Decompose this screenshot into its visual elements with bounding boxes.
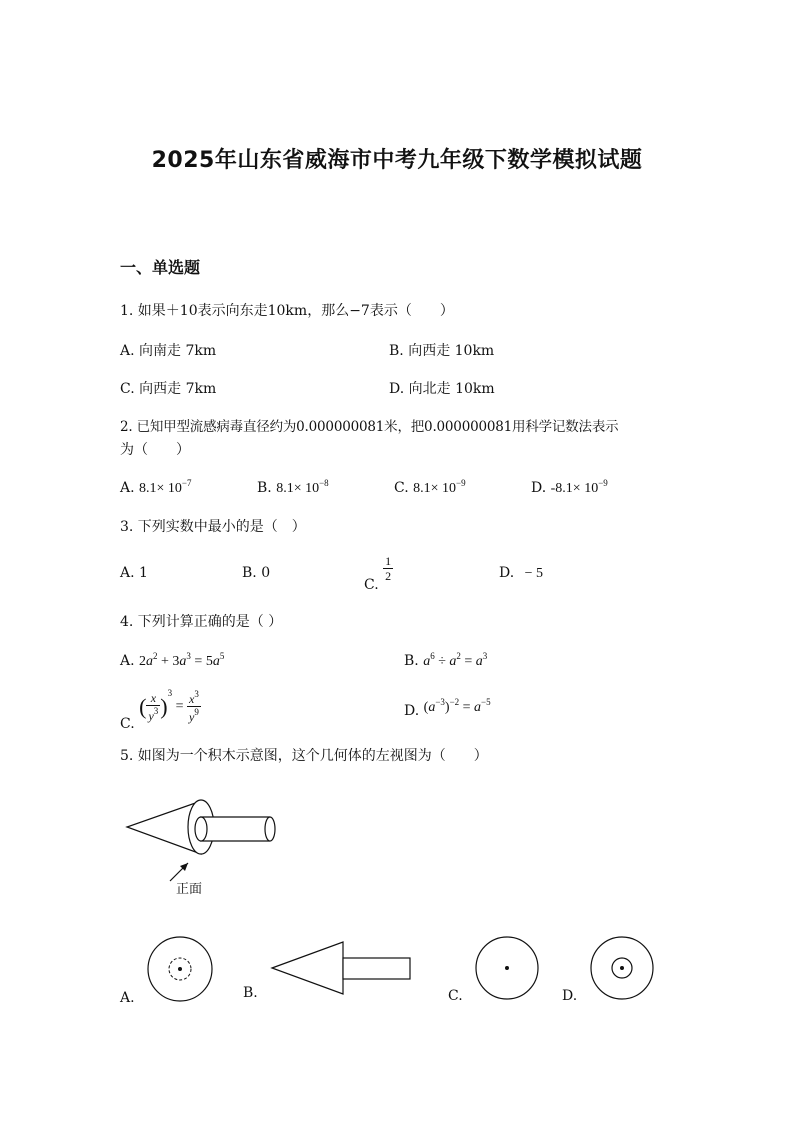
option-label: A. xyxy=(120,653,135,669)
question-1-stem: 1. 如果＋10表示向东走10km，那么−7表示（ ） xyxy=(120,303,454,319)
question-4-option-a[interactable] xyxy=(120,651,224,670)
question-2-option-c[interactable] xyxy=(394,478,466,497)
fraction-numerator: 1 xyxy=(385,554,392,568)
option-label: D. xyxy=(499,565,515,581)
option-b-figure[interactable] xyxy=(270,940,415,996)
question-5-option-a-label[interactable]: A. xyxy=(120,990,135,1006)
question-5-option-b-label[interactable]: B. xyxy=(243,985,258,1001)
option-d-exponent: −9 xyxy=(598,478,608,488)
option-a-figure[interactable] xyxy=(145,935,215,1005)
question-3-option-c[interactable] xyxy=(364,554,393,593)
option-a-formula: $2a^2 + 3a^3 = 5a^5$ xyxy=(139,651,225,669)
option-a-exponent: −7 xyxy=(181,478,192,488)
option-label: D. xyxy=(404,703,420,719)
question-3-option-d[interactable] xyxy=(499,565,543,582)
option-c-exponent: −9 xyxy=(456,478,466,488)
option-b-exponent: −8 xyxy=(319,478,329,488)
option-d-figure[interactable] xyxy=(589,935,655,1001)
option-b-formula: $a^6 \div a^2 = a^3$ xyxy=(423,651,488,669)
question-5-stem: 5. 如图为一个积木示意图，这个几何体的左视图为（ ） xyxy=(120,748,488,764)
block-figure xyxy=(120,795,290,905)
option-label: C. xyxy=(364,576,379,593)
question-4-option-d[interactable] xyxy=(404,697,491,719)
option-label: B. xyxy=(257,480,272,496)
fraction-denominator: 2 xyxy=(385,569,392,583)
question-1-option-a[interactable]: A. 向南走 7km xyxy=(120,343,217,359)
option-b-base: 8.1× 10 xyxy=(276,481,320,496)
option-d-base: -8.1× 10 xyxy=(550,481,599,496)
question-5-option-c-label[interactable]: C. xyxy=(448,988,463,1004)
question-2-stem-line-2: 为（ ） xyxy=(120,442,190,458)
question-2-option-d[interactable] xyxy=(531,478,608,497)
question-3-option-b[interactable]: B. 0 xyxy=(242,565,271,581)
question-5-option-d-label[interactable]: D. xyxy=(562,988,578,1004)
option-label: C. xyxy=(394,480,409,496)
option-c-figure[interactable] xyxy=(474,935,540,1001)
option-d-formula: $(a^{-3})^{-2} = a^{-5}$ xyxy=(423,697,491,715)
front-label: 正面 xyxy=(176,882,203,897)
question-1-option-b[interactable]: B. 向西走 10km xyxy=(389,343,495,359)
option-c-base: 8.1× 10 xyxy=(413,481,457,496)
option-a-base: 8.1× 10 xyxy=(139,481,182,496)
option-d-value: − 5 xyxy=(524,566,544,581)
option-c-formula: ( $\frac{x}{y^3}$ )$^3$ = $\frac{x^3}{y^9}$ xyxy=(139,688,199,725)
option-label: D. xyxy=(531,480,547,496)
question-3-option-a[interactable]: A. 1 xyxy=(120,565,148,581)
question-4-stem: 4. 下列计算正确的是（ ） xyxy=(120,614,283,630)
question-4-option-c[interactable] xyxy=(120,688,201,732)
cylinder-near-end xyxy=(195,817,207,841)
question-4-option-b[interactable] xyxy=(404,651,487,670)
section-heading: 一、单选题 xyxy=(120,258,201,277)
page-title: 2025年山东省威海市中考九年级下数学模拟试题 xyxy=(151,148,643,173)
question-2-stem-line-1: 2. 已知甲型流感病毒直径约为0.000000081米，把0.000000081用科学记数法表示 xyxy=(120,419,619,435)
cylinder-far-end xyxy=(265,817,275,841)
option-label: A. xyxy=(120,480,135,496)
question-3-stem: 3. 下列实数中最小的是（ ） xyxy=(120,519,306,535)
question-1-option-d[interactable]: D. 向北走 10km xyxy=(389,381,495,397)
question-2-option-b[interactable] xyxy=(257,478,329,497)
question-1-option-c[interactable]: C. 向西走 7km xyxy=(120,381,217,397)
question-2-option-a[interactable] xyxy=(120,478,192,497)
option-label: C. xyxy=(120,716,135,732)
option-label: B. xyxy=(404,653,419,669)
